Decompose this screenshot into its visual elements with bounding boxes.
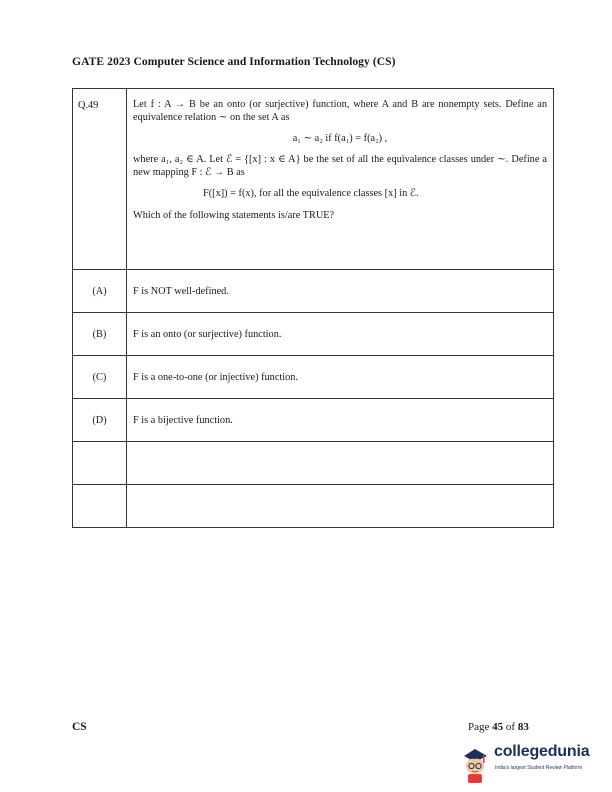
logo-wordmark: collegedunia	[494, 743, 590, 760]
option-text: F is a one-to-one (or injective) function.	[127, 356, 554, 399]
question-prompt: Which of the following statements is/are TRUE?	[133, 210, 335, 221]
mascot-icon	[458, 740, 492, 784]
option-row-b[interactable]	[73, 313, 554, 356]
option-text: F is NOT well-defined.	[127, 270, 554, 313]
option-label: (A)	[73, 270, 127, 313]
question-table	[72, 88, 554, 528]
empty-row	[73, 442, 554, 485]
option-label: (C)	[73, 356, 127, 399]
question-row	[73, 89, 554, 270]
collegedunia-logo	[458, 740, 598, 784]
page-header: GATE 2023 Computer Science and Information Technology (CS)	[72, 55, 396, 68]
current-page: 45	[492, 721, 504, 733]
option-text: F is a bijective function.	[127, 399, 554, 442]
total-pages: 83	[517, 721, 529, 733]
option-text: F is an onto (or surjective) function.	[127, 313, 554, 356]
option-label: (D)	[73, 399, 127, 442]
option-row-a[interactable]	[73, 270, 554, 313]
logo-tagline: India's largest Student Review Platform	[495, 765, 583, 771]
option-label: (B)	[73, 313, 127, 356]
question-body	[127, 89, 554, 270]
option-row-d[interactable]	[73, 399, 554, 442]
footer-subject-code: CS	[72, 721, 87, 733]
option-row-c[interactable]	[73, 356, 554, 399]
empty-row	[73, 485, 554, 528]
mapping-definition-equation: F([x]) = f(x), for all the equivalence classes [x] in ℰ.	[203, 188, 419, 199]
page-number: Page 45 of 83	[468, 721, 529, 733]
equivalence-relation-equation: a₁ ∼ a₂ if f(a₁) = f(a₂) ,	[292, 133, 388, 144]
question-paragraph-1: Let f : A → B be an onto (or surjective) function, where A and B are nonempty sets. Define an equivalence relation ∼ on the set A as	[133, 99, 547, 123]
question-paragraph-2: where a₁, a₂ ∈ A. Let ℰ = {[x] : x ∈ A} be the set of all the equivalence classes under ∼. Define a new mapping F : ℰ → B as	[133, 154, 547, 178]
question-number: Q.49	[73, 89, 127, 270]
